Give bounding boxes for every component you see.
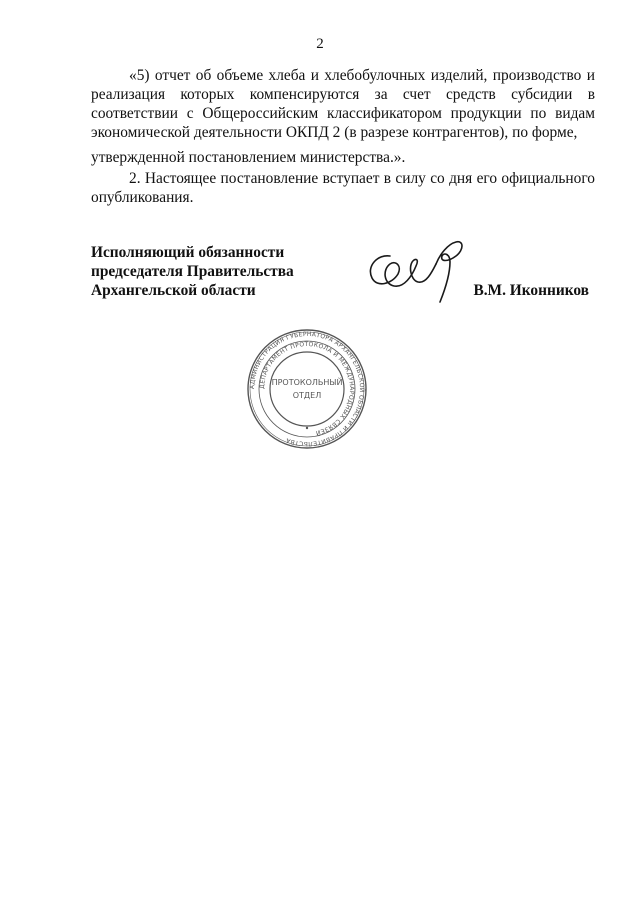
signer-title-line-2: председателя Правительства [91, 263, 294, 280]
document-body [91, 66, 595, 207]
stamp-outer-ring-text: АДМИНИСТРАЦИЯ ГУБЕРНАТОРА АРХАНГЕЛЬСКОЙ ОБЛАСТИ И ПРАВИТЕЛЬСТВА [248, 330, 366, 448]
paragraph-1-line-1: «5) отчет об объеме хлеба и хлебобулочных изделий, производство [129, 67, 582, 84]
signer-title-line-3: Архангельской области [91, 282, 256, 299]
paragraph-item-5 [91, 66, 595, 142]
signer-name: В.М. Иконников [473, 282, 589, 299]
svg-text:ДЕПАРТАМЕНТ ПРОТОКОЛА И МЕЖДУН [259, 341, 355, 436]
stamp-inner-ring-text: ДЕПАРТАМЕНТ ПРОТОКОЛА И МЕЖДУНАРОДНЫХ СВЯЗЕЙ [258, 340, 356, 437]
paragraph-1-line-3: в соответствии с Общероссийским классификатором продукции по видам [91, 86, 595, 122]
paragraph-1-line-2: и реализация которых компенсируются за счет средств субсидии [91, 67, 595, 103]
paragraph-1-last-line: утвержденной постановлением министерства.». [91, 149, 406, 166]
protocol-department-stamp-icon [246, 328, 368, 450]
paragraph-1-line-4: экономической деятельности ОКПД 2 (в разрезе контрагентов), по форме, [91, 124, 578, 141]
stamp-center-line-1: ПРОТОКОЛЬНЫЙ [271, 378, 343, 387]
paragraph-2: 2. Настоящее постановление вступает в силу со дня его официального опубликования. [91, 170, 595, 206]
signer-title-line-1: Исполняющий обязанности [91, 244, 285, 261]
svg-text:АДМИНИСТРАЦИЯ ГУБЕРНАТОРА АРХА [249, 331, 365, 447]
stamp-center-line-2: ОТДЕЛ [292, 391, 322, 400]
signature-block [91, 243, 595, 300]
handwritten-signature-icon [360, 236, 470, 308]
page-number: 2 [316, 36, 324, 52]
